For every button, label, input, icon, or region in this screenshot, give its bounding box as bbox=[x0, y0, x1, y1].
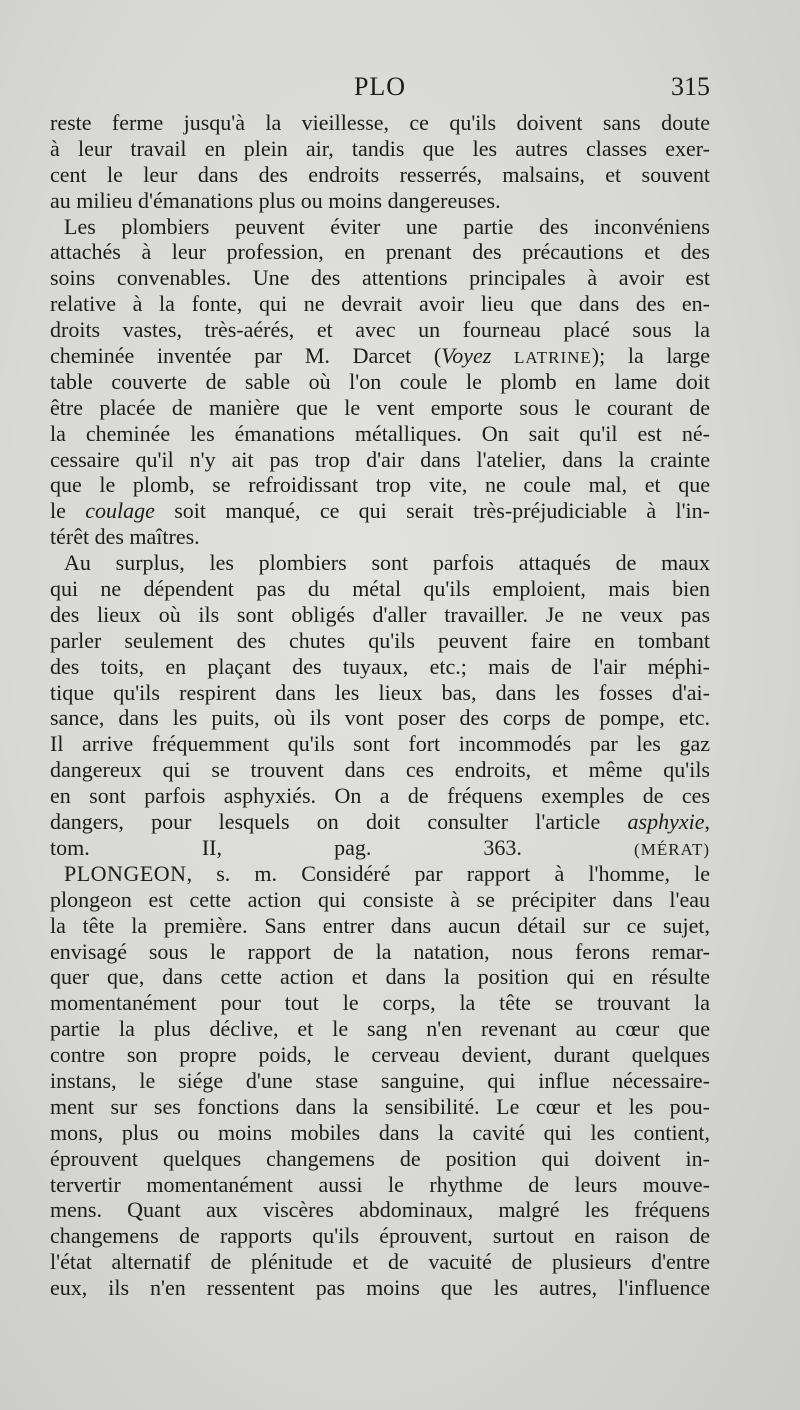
page-header bbox=[50, 70, 710, 104]
text-line: table couverte de sable où l'on coule le plomb en lame doit bbox=[50, 368, 710, 394]
text-line: l'état alternatif de plénitude et de vacuité de plusieurs d'entre bbox=[50, 1249, 710, 1275]
text-line: attachés à leur profession, en prenant des précautions et des bbox=[50, 239, 710, 265]
text-line: dangereux qui se trouvent dans ces endroits, et même qu'ils bbox=[50, 757, 710, 783]
page-number: 315 bbox=[671, 72, 710, 101]
latrine-reference: LATRINE bbox=[513, 348, 592, 368]
text-line: envisagé sous le rapport de la natation, nous ferons remar- bbox=[50, 938, 710, 964]
text-line: que le plomb, se refroidissant trop vite, ne coule mal, et que bbox=[50, 472, 710, 498]
text-line: éprouvent quelques changemens de position qui doivent in- bbox=[50, 1145, 710, 1171]
text-line: cent le leur dans des endroits resserrés, malsains, et souvent bbox=[50, 161, 710, 187]
coulage-italic: coulage bbox=[85, 498, 155, 524]
entry-headword-line: PLONGEON, s. m. Considéré par rapport à l'homme, le bbox=[64, 860, 710, 886]
text-line: cessaire qu'il n'y ait pas trop d'air dans l'atelier, dans la crainte bbox=[50, 446, 710, 472]
body-text bbox=[50, 110, 710, 1301]
text-line: la tête la première. Sans entrer dans aucun détail sur ce sujet, bbox=[50, 912, 710, 938]
text-line: Les plombiers peuvent éviter une partie des inconvéniens bbox=[64, 213, 710, 239]
text-line: tique qu'ils respirent dans les lieux bas, dans les fosses d'ai- bbox=[50, 679, 710, 705]
text-line: contre son propre poids, le cerveau devient, durant quelques bbox=[50, 1042, 710, 1068]
text-line: changemens de rapports qu'ils éprouvent, surtout en raison de bbox=[50, 1223, 710, 1249]
text-line: être placée de manière que le vent emporte sous le courant de bbox=[50, 394, 710, 420]
text-line: térêt des maîtres. bbox=[50, 524, 200, 550]
text-line: Il arrive fréquemment qu'ils sont fort incommodés par les gaz bbox=[50, 731, 710, 757]
text-line: des toits, en plaçant des tuyaux, etc.; mais de l'air méphi- bbox=[50, 653, 710, 679]
text-line: quer que, dans cette action et dans la position qui en résulte bbox=[50, 964, 710, 990]
text-line: mens. Quant aux viscères abdominaux, malgré les fréquens bbox=[50, 1197, 710, 1223]
text-line: momentanément pour tout le corps, la tête se trouvant la bbox=[50, 990, 710, 1016]
text-line-asphyxie: dangers, pour lesquels on doit consulter l'article asphyxie, bbox=[50, 809, 710, 835]
text-line: sance, dans les puits, où ils vont poser des corps de pompe, etc. bbox=[50, 705, 710, 731]
text-line: en sont parfois asphyxiés. On a de fréquens exemples de ces bbox=[50, 783, 710, 809]
text-line: la cheminée les émanations métalliques. On sait qu'il est né- bbox=[50, 420, 710, 446]
text-line: partie la plus déclive, et le sang n'en revenant au cœur que bbox=[50, 1016, 710, 1042]
tome-reference: tom. II, pag. 363. bbox=[50, 834, 522, 860]
running-head: PLO bbox=[353, 72, 407, 101]
text-line-cross-reference: cheminée inventée par M. Darcet (Voyez LATRINE); la large bbox=[50, 343, 710, 369]
text-line: mons, plus ou moins mobiles dans la cavité qui les contient, bbox=[50, 1119, 710, 1145]
text-line-coulage: le coulage soit manqué, ce qui serait très-préjudiciable à l'in- bbox=[50, 498, 710, 524]
asphyxie-italic: asphyxie bbox=[627, 809, 705, 835]
text-line: qui ne dépendent pas du métal qu'ils emploient, mais bien bbox=[50, 576, 710, 602]
entry-headword: PLONGEON bbox=[64, 860, 187, 886]
text-line: parler seulement des chutes qu'ils peuvent faire en tombant bbox=[50, 627, 710, 653]
text-line: droits vastes, très-aérés, et avec un fourneau placé sous la bbox=[50, 317, 710, 343]
text-line: soins convenables. Une des attentions principales à avoir est bbox=[50, 265, 710, 291]
text-line-signature bbox=[50, 835, 710, 861]
text-line: Au surplus, les plombiers sont parfois attaqués de maux bbox=[64, 550, 710, 576]
voyez-italic: Voyez bbox=[441, 343, 492, 369]
text-line: des lieux où ils sont obligés d'aller travailler. Je ne veux pas bbox=[50, 601, 710, 627]
text-line: au milieu d'émanations plus ou moins dangereuses. bbox=[50, 187, 501, 213]
text-line: ment sur ses fonctions dans la sensibilité. Le cœur et les pou- bbox=[50, 1093, 710, 1119]
text-line: tervertir momentanément aussi le rhythme de leurs mouve- bbox=[50, 1171, 710, 1197]
text-line: eux, ils n'en ressentent pas moins que les autres, l'influence bbox=[50, 1275, 710, 1301]
text-line: instans, le siége d'une stase sanguine, qui influe nécessaire- bbox=[50, 1067, 710, 1093]
text-line: plongeon est cette action qui consiste à se précipiter dans l'eau bbox=[50, 886, 710, 912]
text-line: à leur travail en plein air, tandis que les autres classes exer- bbox=[50, 135, 710, 161]
text-line: reste ferme jusqu'à la vieillesse, ce qu'ils doivent sans doute bbox=[50, 110, 710, 135]
author-signature: (MÉRAT) bbox=[634, 839, 710, 859]
text-line: relative à la fonte, qui ne devrait avoir lieu que dans des en- bbox=[50, 291, 710, 317]
